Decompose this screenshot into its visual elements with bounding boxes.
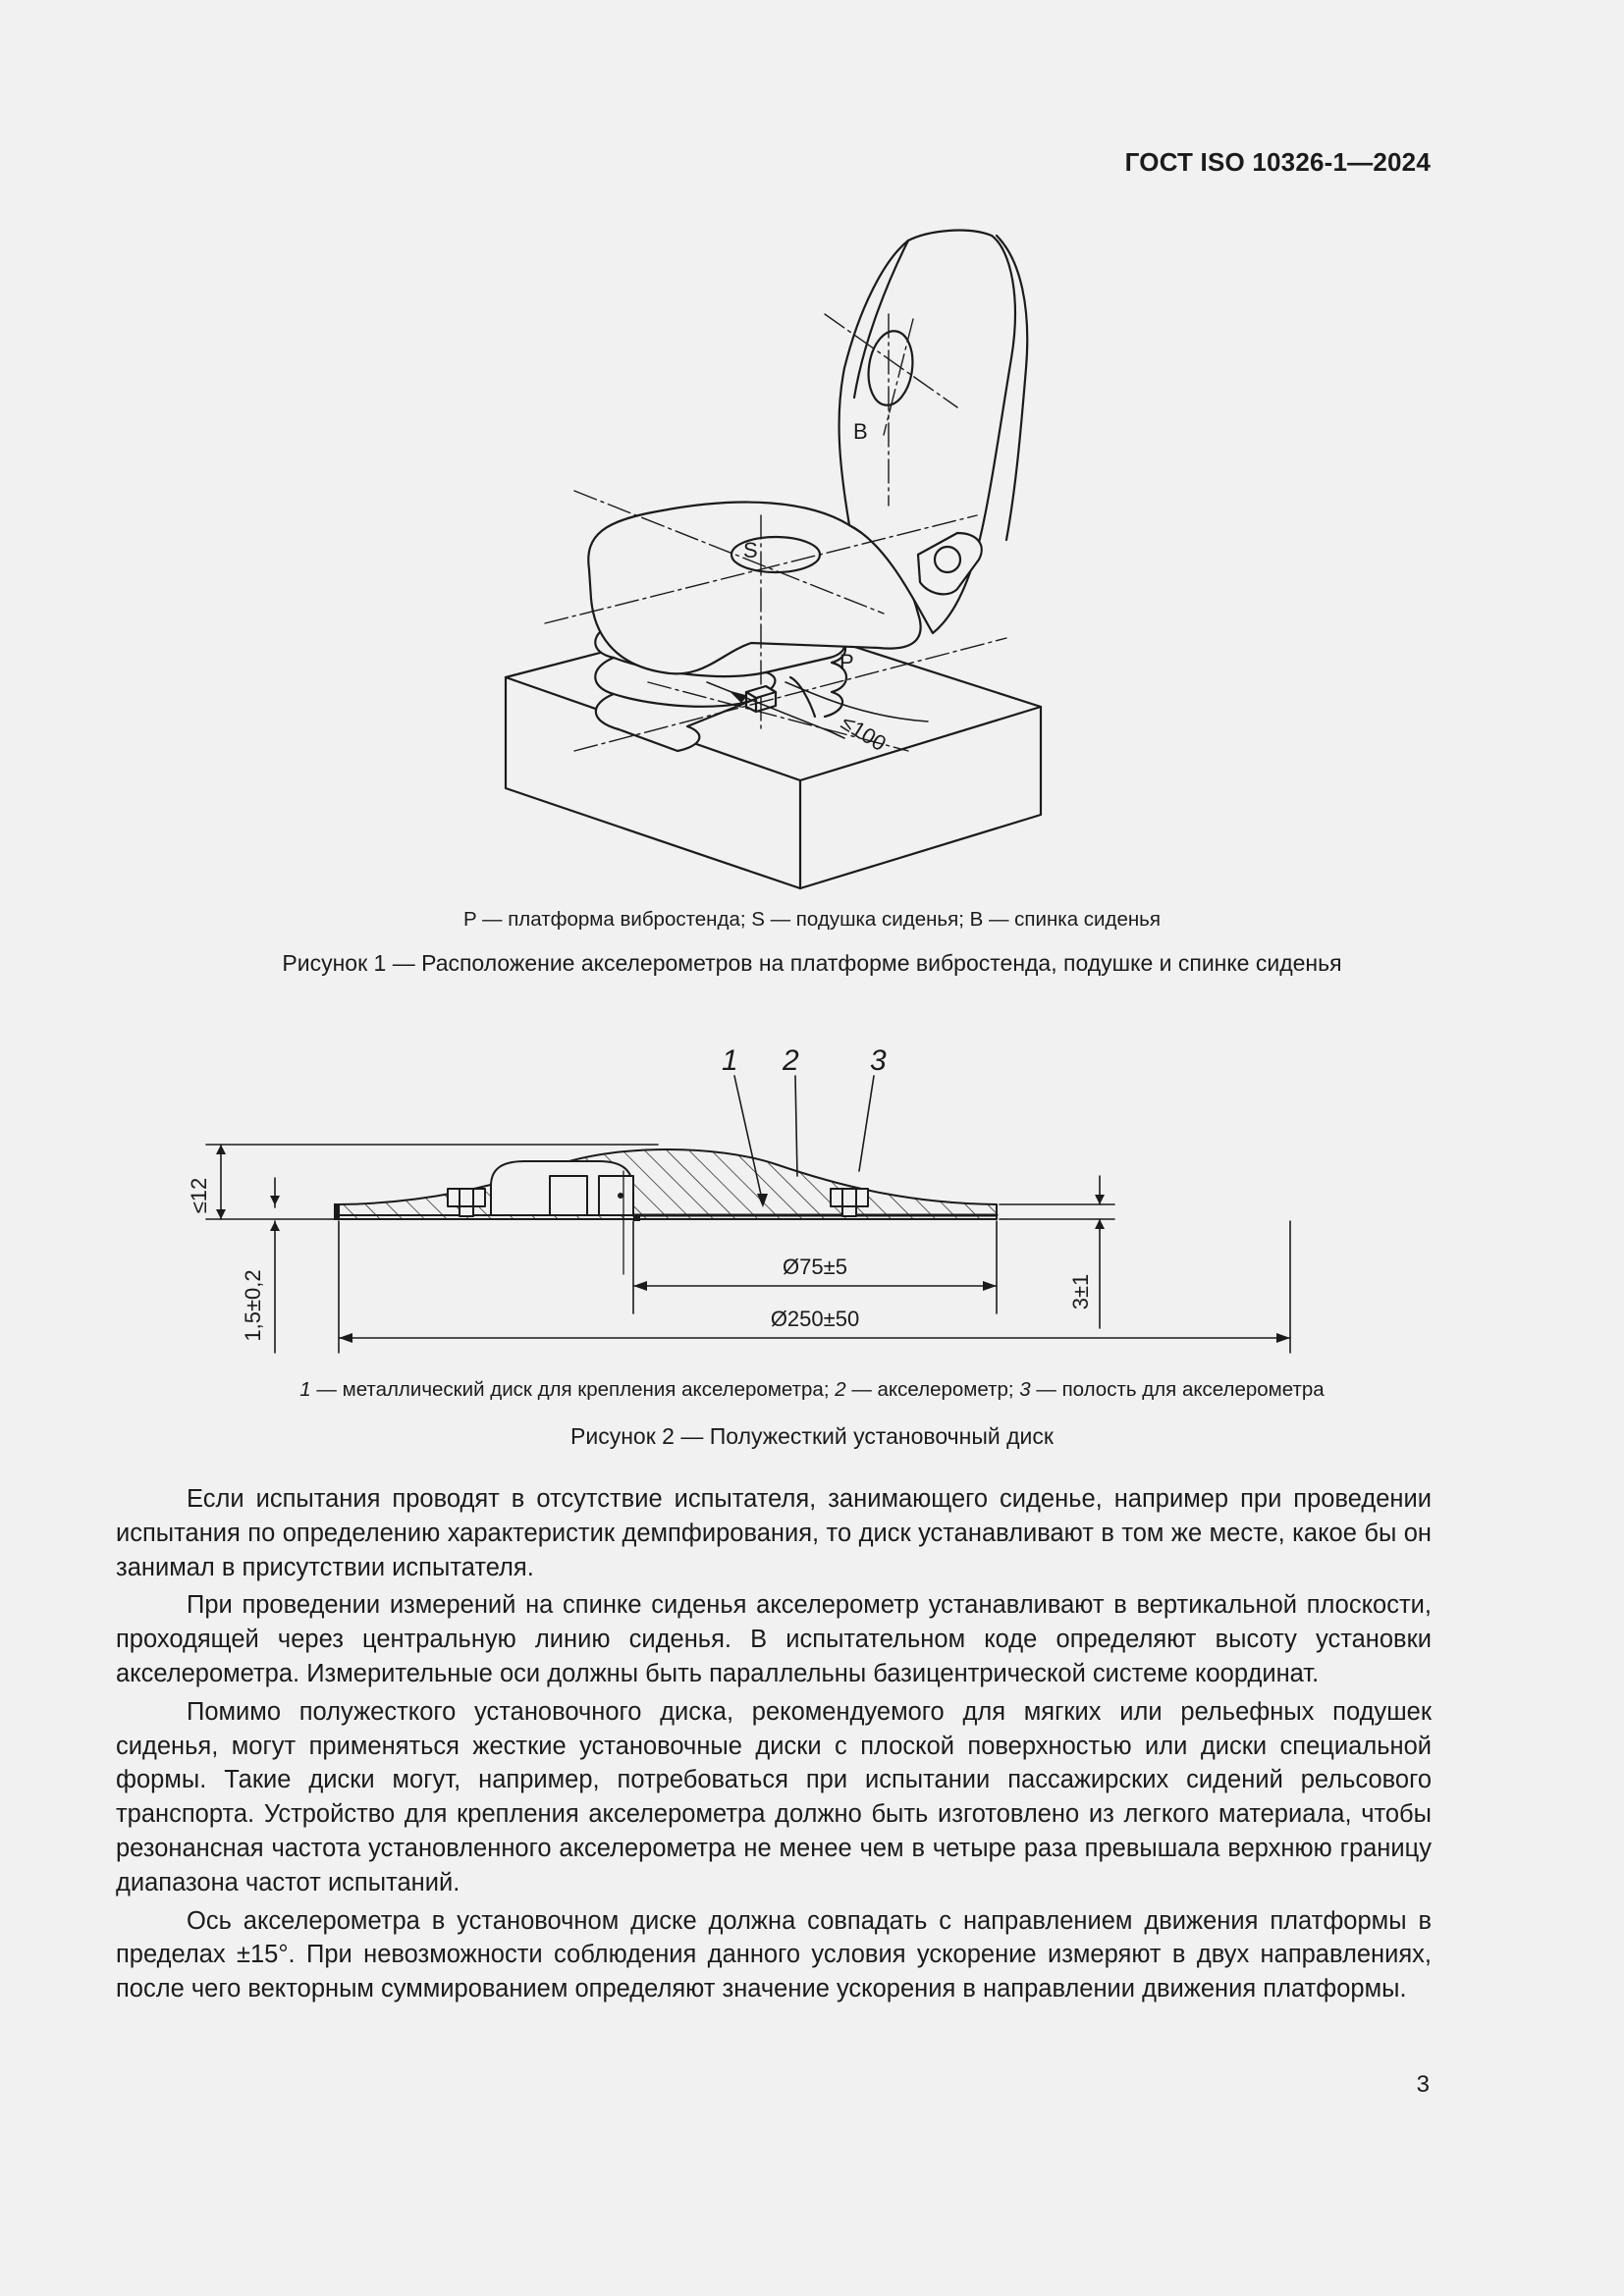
figure-1-legend: P — платформа вибростенда; S — подушка сиденья; B — спинка сиденья: [463, 908, 1161, 931]
label-backrest: B: [853, 419, 868, 444]
figure-2-caption: Рисунок 2 — Полужесткий установочный диск: [570, 1423, 1054, 1449]
legend-text-2: — акселерометр;: [845, 1378, 1020, 1401]
standard-designation: ГОСТ ISO 10326-1—2024: [1124, 147, 1431, 177]
callout-3: 3: [870, 1044, 887, 1077]
body-text: [116, 1482, 1432, 2010]
label-distance: ≤100: [837, 710, 891, 757]
dim-outer-diameter: Ø250±50: [770, 1307, 860, 1331]
label-cushion: S: [743, 538, 758, 562]
legend-num-2: 2: [835, 1378, 846, 1401]
page-number: 3: [1416, 2071, 1430, 2098]
figure-2-legend: [0, 1378, 1624, 1402]
figure-1-caption: Рисунок 1 — Расположение акселерометров на платформе вибростенда, подушке и спинке сиденья: [282, 950, 1342, 976]
callout-2: 2: [783, 1044, 799, 1077]
figure-1-seat-drawing: [496, 221, 1056, 898]
figure-2-disc-drawing: [167, 1029, 1389, 1372]
legend-text-3: — полость для акселерометра: [1030, 1378, 1325, 1401]
dim-disc-thickness: 1,5±0,2: [241, 1269, 265, 1342]
paragraph: Ось акселерометра в установочном диске должна совпадать с направлением движения платформы в пределах ±15°. При невозможности соблюдения данного условия ускорение измеряют в двух направлениях, после чего векторным суммированием определяют значение ускорения в направлении движения платформы.: [116, 1906, 1432, 2003]
dim-edge-thickness: 3±1: [1068, 1273, 1093, 1310]
paragraph: Помимо полужесткого установочного диска, рекомендуемого для мягких или рельефных подушек сиденья, могут применяться жесткие установочные диски с плоской поверхностью или диски специальной формы. Такие диски могут, например, потребоваться при испытании пассажирских сидений рельсового транспорта. Устройство для крепления акселерометра должно быть изготовлено из легкого материала, чтобы резонансная частота установленного акселерометра не менее чем в четыре раза превышала верхнюю границу диапазона частот испытаний.: [116, 1697, 1432, 1896]
accelerometer: [550, 1176, 587, 1215]
dim-inner-diameter: Ø75±5: [783, 1255, 847, 1279]
legend-text-1: — металлический диск для крепления акселерометра;: [310, 1378, 836, 1401]
disc-cross-section: [334, 1149, 997, 1220]
legend-num-1: 1: [299, 1378, 311, 1401]
label-platform: P: [839, 650, 854, 674]
paragraph: Если испытания проводят в отсутствие испытателя, занимающего сиденье, например при проведении испытания по определению характеристик демпфирования, то диск устанавливают в том же месте, какое бы он занимал в присутствии испытателя.: [116, 1485, 1432, 1581]
dim-height-max: ≤12: [187, 1177, 211, 1214]
legend-num-3: 3: [1019, 1378, 1031, 1401]
paragraph: При проведении измерений на спинке сиденья акселерометр устанавливают в вертикальной плоскости, проходящей через центральную линию сиденья. В испытательном коде определяют высоту установки акселерометра. Измерительные оси должны быть параллельны базицентрической системе координат.: [116, 1591, 1432, 1687]
callout-1: 1: [722, 1044, 738, 1077]
